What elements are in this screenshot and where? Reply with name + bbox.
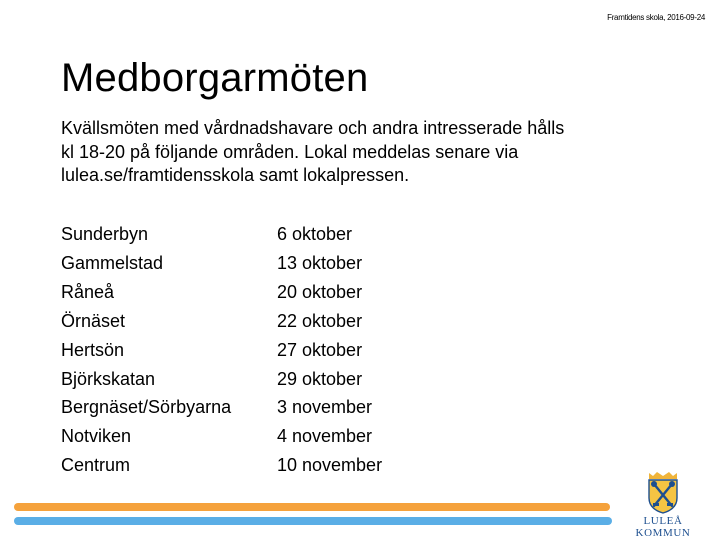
meeting-date: 22 oktober bbox=[277, 310, 363, 331]
footer-bar-orange bbox=[14, 503, 610, 511]
meeting-place: Hertsön bbox=[61, 339, 125, 360]
meeting-place: Råneå bbox=[61, 281, 115, 302]
lulea-kommun-logo bbox=[618, 472, 708, 539]
intro-text bbox=[61, 117, 661, 188]
header-note: Framtidens skola, 2016-09-24 bbox=[607, 13, 705, 22]
meeting-place: Sunderbyn bbox=[61, 224, 149, 244]
logo-text: LULEÅ KOMMUN bbox=[635, 515, 691, 539]
slide-title: Medborgarmöten bbox=[61, 56, 369, 100]
meeting-date: 27 oktober bbox=[277, 339, 363, 360]
meeting-date: 10 november bbox=[277, 455, 383, 476]
meeting-place: Centrum bbox=[61, 455, 131, 476]
meeting-schedule bbox=[61, 220, 382, 480]
meeting-place: Notviken bbox=[61, 426, 132, 447]
meeting-date: 29 oktober bbox=[277, 368, 363, 389]
footer-bar-blue bbox=[14, 517, 612, 525]
meeting-date: 13 oktober bbox=[277, 252, 363, 273]
lulea-coat-of-arms-icon bbox=[646, 472, 680, 514]
meeting-place: Örnäset bbox=[61, 310, 126, 331]
meeting-place: Bergnäset/Sörbyarna bbox=[61, 397, 232, 418]
meeting-date: 20 oktober bbox=[277, 281, 363, 302]
meeting-date: 3 november bbox=[277, 397, 373, 418]
meeting-place: Björkskatan bbox=[61, 368, 156, 389]
intro-line: kl 18-20 på följande områden. Lokal meddelas senare via bbox=[61, 141, 519, 162]
meeting-date: 4 november bbox=[277, 426, 373, 447]
intro-line: Kvällsmöten med vårdnadshavare och andra intresserade hålls bbox=[61, 118, 565, 138]
meeting-date: 6 oktober bbox=[277, 224, 353, 244]
meeting-place: Gammelstad bbox=[61, 252, 164, 273]
intro-line: lulea.se/framtidensskola samt lokalpressen. bbox=[61, 165, 410, 185]
